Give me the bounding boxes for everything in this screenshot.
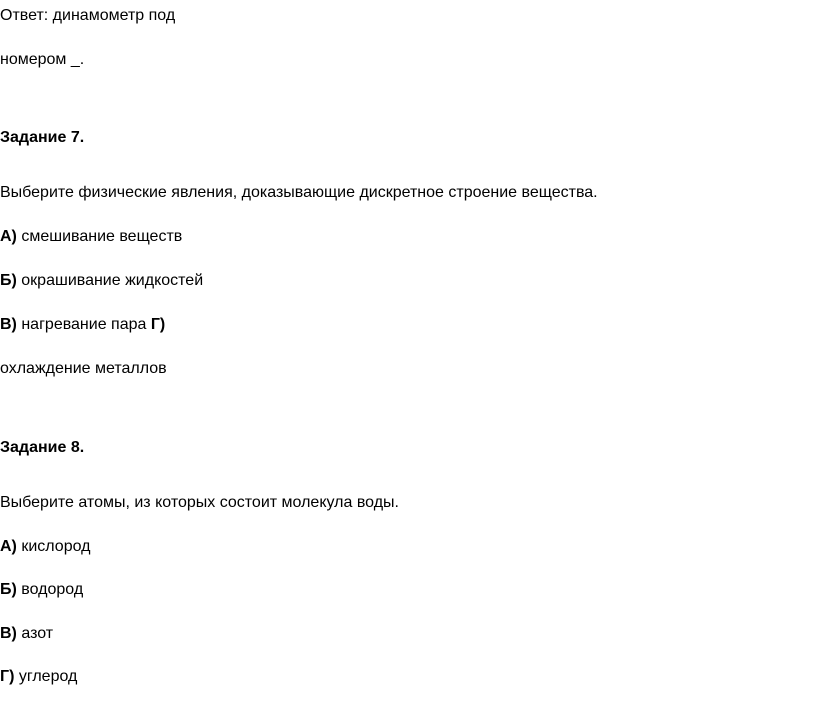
task8-title [0,438,84,458]
task7-question-text: Выберите физические явления, доказывающие дискретное строение вещества. [0,184,598,201]
task8-option-d [0,667,77,687]
task8-title-text: Задание 8. [0,439,85,456]
option-text: смешивание веществ [21,228,183,245]
option-letter: В) [0,625,17,642]
answer-text-1: Ответ: динамометр под [0,7,176,24]
task8-option-b [0,580,83,600]
option-text: кислород [21,538,91,555]
option-text: азот [21,625,54,642]
option-text: углерод [18,668,78,685]
task7-option-c [0,315,165,335]
option-letter: В) [0,316,17,333]
option-letter: Б) [0,272,17,289]
option-text: охлаждение металлов [0,360,167,377]
answer-text-2: номером _. [0,51,85,68]
task7-option-b [0,271,203,291]
option-letter: Г) [0,668,15,685]
task8-option-c [0,624,53,644]
option-text: водород [21,581,84,598]
answer-line-2 [0,50,84,70]
task8-question-text: Выберите атомы, из которых состоит молекула воды. [0,494,399,511]
answer-line-1 [0,6,175,26]
option-text: нагревание пара [21,316,147,333]
task8-question [0,493,399,513]
option-letter: Б) [0,581,17,598]
task7-option-a [0,227,182,247]
task7-option-d-text [0,359,167,379]
option-letter: А) [0,228,17,245]
option-letter: Г) [150,316,166,333]
option-text: окрашивание жидкостей [21,272,204,289]
task8-option-a [0,537,90,557]
option-letter: А) [0,538,17,555]
task7-title [0,128,84,148]
task7-question [0,183,598,203]
task7-title-text: Задание 7. [0,129,85,146]
